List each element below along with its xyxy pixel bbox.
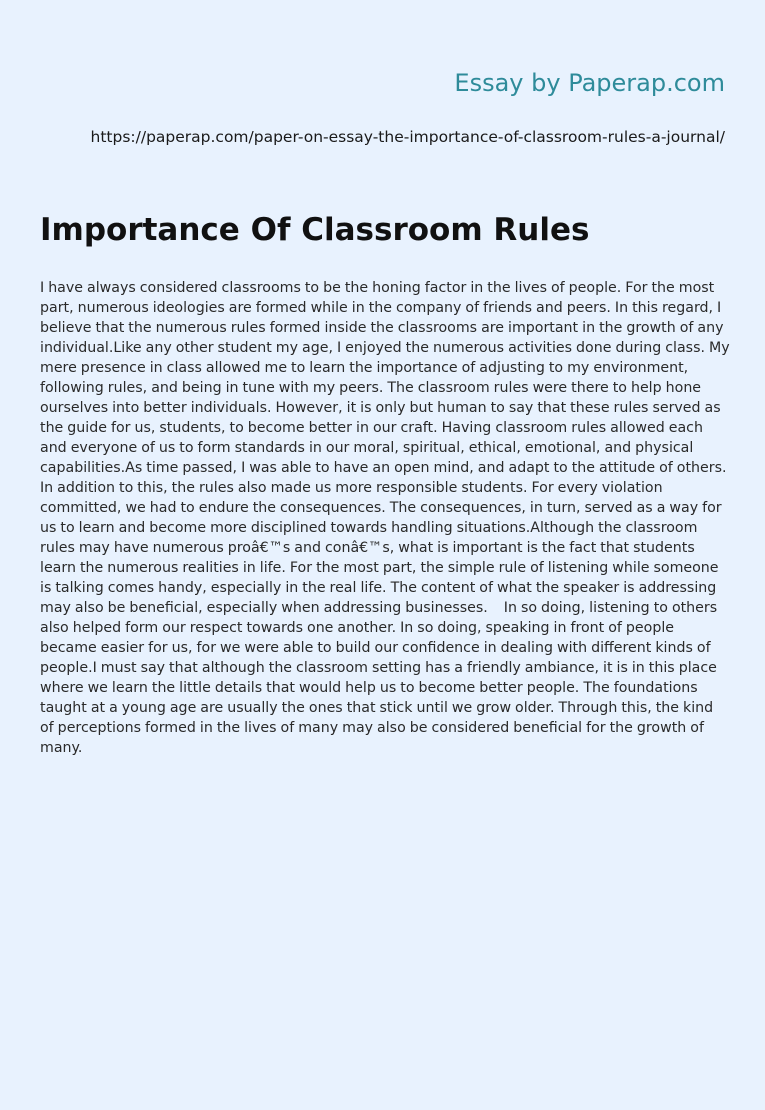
page-title: Importance Of Classroom Rules <box>40 212 590 248</box>
source-url[interactable]: https://paperap.com/paper-on-essay-the-importance-of-classroom-rules-a-journal/ <box>90 128 725 146</box>
site-brand[interactable]: Essay by Paperap.com <box>454 69 725 97</box>
essay-body: I have always considered classrooms to be the honing factor in the lives of people. For the most part, numerous ideologies are formed while in the company of friends and peers. In this regard, I believe that the numerous rules formed inside the classrooms are important in the growth of any individual.Like any other student my age, I enjoyed the numerous activities done during class. My mere presence in class allowed me to learn the importance of adjusting to my environment, following rules, and being in tune with my peers. The classroom rules were there to help hone ourselves into better individuals. However, it is only but human to say that these rules served as the guide for us, students, to become better in our craft. Having classroom rules allowed each and everyone of us to form standards in our moral, spiritual, ethical, emotional, and physical capabilities.As time passed, I was able to have an open mind, and adapt to the attitude of others. In addition to this, the rules also made us more responsible students. For every violation committed, we had to endure the consequences. The consequences, in turn, served as a way for us to learn and become more disciplined towards handling situations.Although the classroom rules may have numerous proâ€™s and conâ€™s, what is important is the fact that students learn the numerous realities in life. For the most part, the simple rule of listening while someone is talking comes handy, especially in the real life. The content of what the speaker is addressing may also be beneficial, especially when addressing businesses. In so doing, listening to others also helped form our respect towards one another. In so doing, speaking in front of people became easier for us, for we were able to build our confidence in dealing with different kinds of people.I must say that although the classroom setting has a friendly ambiance, it is in this place where we learn the little details that would help us to become better people. The foundations taught at a young age are usually the ones that stick until we grow older. Through this, the kind of perceptions formed in the lives of many may also be considered beneficial for the growth of many. <box>40 280 734 756</box>
